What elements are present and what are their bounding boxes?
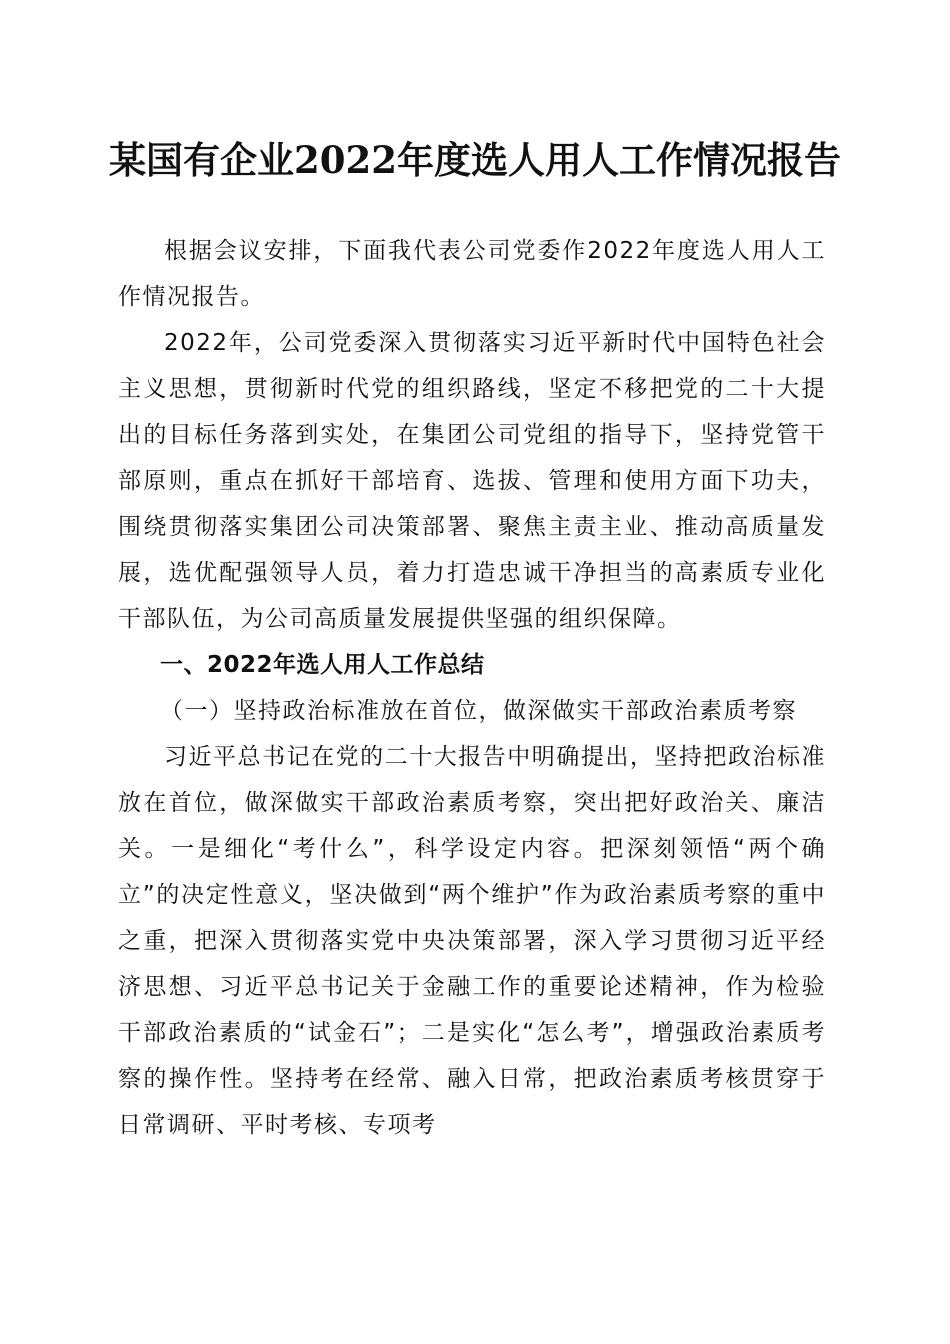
subsection-heading: （一）坚持政治标准放在首位，做深做实干部政治素质考察 [160,698,797,724]
overview-paragraph: 2022年，公司党委深入贯彻落实习近平新时代中国特色社会主义思想，贯彻新时代党的组织路线，坚定不移把党的二十大提出的目标任务落到实处，在集团公司党组的指导下，坚持党管干部原则，重点在抓好干部培育、选拔、管理和使用方面下功夫，围绕贯彻落实集团公司决策部署、聚焦主责主业、推动高质量发展，选优配强领导人员，着力打造忠诚干净担当的高素质专业化干部队伍，为公司高质量发展提供坚强的组织保障。 [118,330,826,632]
subsection-paragraph: 习近平总书记在党的二十大报告中明确提出，坚持把政治标准放在首位，做深做实干部政治素质考察，突出把好政治关、廉洁关。一是细化“考什么”，科学设定内容。把深刻领悟“两个确立”的决定性意义，坚决做到“两个维护”作为政治素质考察的重中之重，把深入贯彻落实党中央决策部署，深入学习贯彻习近平经济思想、习近平总书记关于金融工作的重要论述精神，作为检验干部政治素质的“试金石”；二是实化“怎么考”，增强政治素质考察的操作性。坚持考在经常、融入日常，把政治素质考核贯穿于日常调研、平时考核、专项考 [118,744,826,1138]
document-body [118,228,826,1148]
intro-paragraph: 根据会议安排，下面我代表公司党委作2022年度选人用人工作情况报告。 [118,238,826,310]
section-heading: 一、2022年选人用人工作总结 [160,652,485,678]
document-title: 某国有企业2022年度选人用人工作情况报告 [109,138,841,182]
